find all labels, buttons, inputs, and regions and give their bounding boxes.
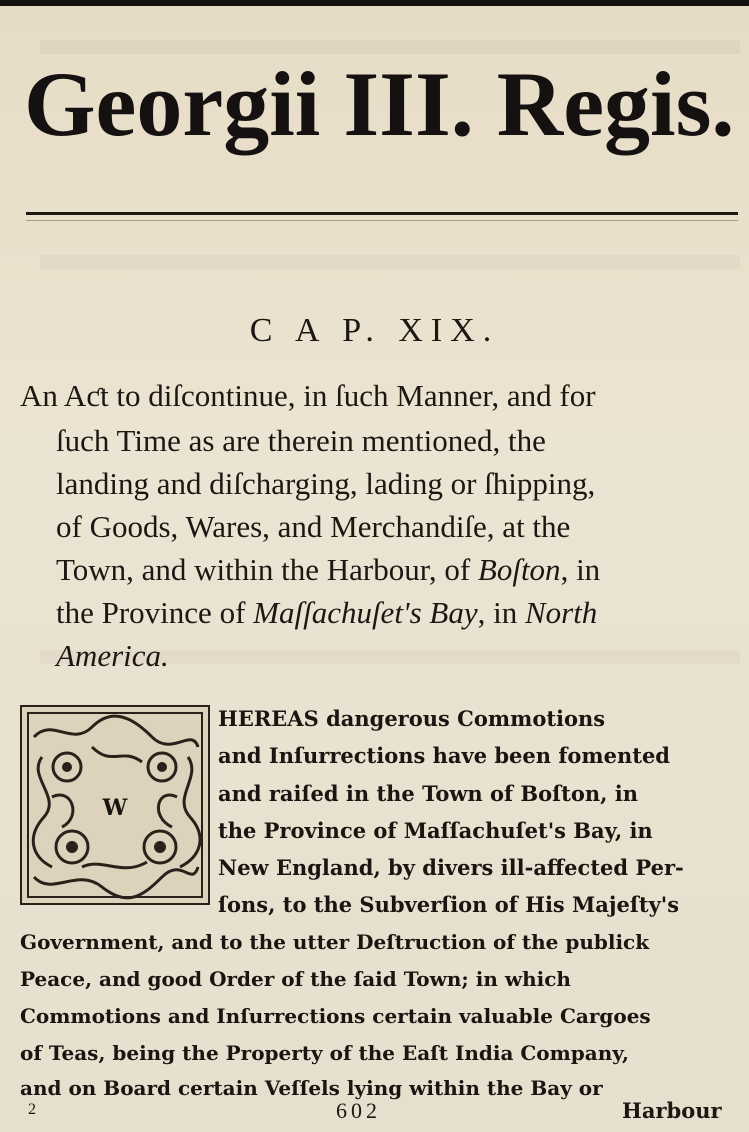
act-title-line — [56, 554, 600, 585]
place-name-massachusets: Maſſachuſet's Bay — [253, 595, 478, 630]
body-text-line: Government, and to the utter Deſtruction of the publick — [20, 930, 650, 954]
act-title-line: ſuch Time as are therein mentioned, the — [56, 423, 546, 458]
place-name-north: North — [524, 595, 598, 630]
ornamental-drop-cap — [20, 705, 210, 905]
body-text-line: and raiſed in the Town of Boſton, in — [218, 781, 638, 806]
act-title-line — [56, 597, 597, 628]
page-number: 602 — [336, 1098, 381, 1123]
body-text-line: and Inſurrections have been fomented — [218, 743, 670, 768]
act-title-text: the Province of — [56, 595, 254, 630]
act-title-text: , in — [477, 595, 525, 630]
chapter-heading: C A P. XIX. — [249, 312, 500, 349]
show-through — [40, 40, 740, 54]
ornament-icon — [22, 707, 208, 903]
body-text-line: HEREAS dangerous Commotions — [218, 706, 606, 731]
scan-edge — [0, 0, 749, 6]
header-rule-thin — [26, 220, 738, 221]
act-title-line: An Aƈt to diſcontinue, in ſuch Manner, and for — [20, 378, 596, 413]
act-title-line: of Goods, Wares, and Merchandiſe, at the — [56, 509, 571, 544]
place-name-america: America. — [56, 638, 169, 673]
show-through — [40, 255, 740, 269]
place-name-boston: Boſton — [477, 552, 561, 587]
act-title-text: , in — [560, 552, 601, 587]
body-text-line: Commotions and Inſurrections certain valuable Cargoes — [20, 1004, 651, 1028]
body-text-line: of Teas, being the Property of the Eaſt India Company, — [20, 1041, 629, 1065]
running-header-title: Georgii III. Regis. — [24, 53, 735, 155]
body-text-line: Peace, and good Order of the ſaid Town; in which — [20, 967, 571, 991]
body-text-line: New England, by divers ill-affected Per- — [218, 855, 684, 880]
body-text-line: and on Board certain Veſſels lying within the Bay or — [20, 1076, 603, 1100]
header-rule — [26, 212, 738, 215]
body-text-line: the Province of Maſſachuſet's Bay, in — [218, 818, 653, 843]
signature-mark: 2 — [28, 1101, 36, 1118]
act-title-line — [56, 640, 169, 671]
act-title-text: Town, and within the Harbour, of — [56, 552, 478, 587]
body-text-line: ſons, to the Subverſion of His Majeſty's — [218, 892, 680, 917]
act-title-line: landing and diſcharging, lading or ſhipping, — [56, 466, 596, 501]
drop-cap-letter: W — [102, 795, 128, 821]
catchword: Harbour — [622, 1098, 722, 1123]
